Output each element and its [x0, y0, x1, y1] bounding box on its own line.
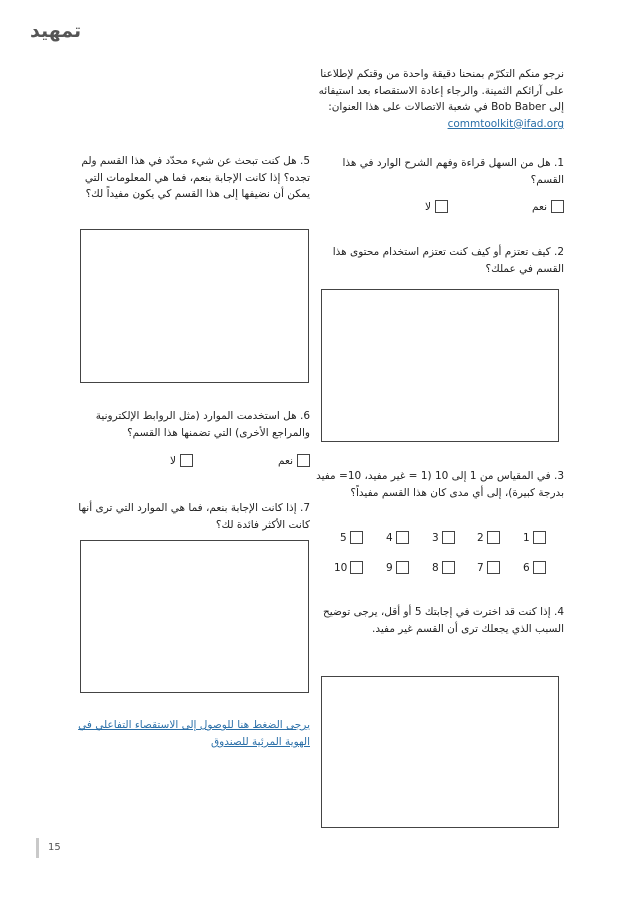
- page-title: تمهيد: [30, 20, 82, 42]
- scale-checkbox-8[interactable]: [442, 561, 455, 574]
- question-7: 7. إذا كانت الإجابة بنعم، فما هي الموارد التي ترى أنها كانت الأكثر فائدة لك؟: [78, 502, 310, 531]
- question-1: 1. هل من السهل قراءة وفهم الشرح الوارد في هذا القسم؟: [342, 157, 564, 186]
- question-6: 6. هل استخدمت الموارد (مثل الروابط الإلكترونية والمراجع الأخرى) التي تضمنها هذا القسم؟: [95, 410, 310, 439]
- scale-checkbox-4[interactable]: [396, 531, 409, 544]
- q1-no-checkbox[interactable]: [435, 200, 448, 213]
- scale-option-9[interactable]: [386, 561, 409, 574]
- q1-yes-checkbox[interactable]: [551, 200, 564, 213]
- scale-label-4: 4: [386, 531, 393, 544]
- intro-paragraph: [314, 66, 564, 132]
- q6-yes-label: نعم: [278, 454, 293, 467]
- contact-email-link[interactable]: commtoolkit@ifad.org: [447, 117, 564, 130]
- scale-option-2[interactable]: [477, 531, 500, 544]
- interactive-survey-link[interactable]: يرجى الضغط هنا للوصول إلى الاستقصاء التفاعلي في الهوية المرئية للصندوق: [78, 719, 310, 748]
- q1-no-label: لا: [425, 200, 431, 213]
- scale-label-7: 7: [477, 561, 484, 574]
- q1-no-option[interactable]: [425, 200, 448, 213]
- scale-option-1[interactable]: [523, 531, 546, 544]
- q6-yes-option[interactable]: [278, 454, 310, 467]
- scale-checkbox-2[interactable]: [487, 531, 500, 544]
- q5-answer-box[interactable]: [80, 229, 309, 383]
- scale-label-5: 5: [340, 531, 347, 544]
- q6-no-label: لا: [170, 454, 176, 467]
- scale-checkbox-3[interactable]: [442, 531, 455, 544]
- q1-yes-option[interactable]: [532, 200, 564, 213]
- scale-checkbox-10[interactable]: [350, 561, 363, 574]
- scale-label-6: 6: [523, 561, 530, 574]
- q6-no-checkbox[interactable]: [180, 454, 193, 467]
- question-2: 2. كيف تعتزم أو كيف كنت تعتزم استخدام محتوى هذا القسم في عملك؟: [332, 246, 564, 275]
- scale-label-10: 10: [334, 561, 348, 574]
- scale-option-3[interactable]: [432, 531, 455, 544]
- page-number-bar: [36, 838, 39, 858]
- scale-option-10[interactable]: [334, 561, 363, 574]
- q6-no-option[interactable]: [170, 454, 193, 467]
- q4-answer-box[interactable]: [321, 676, 559, 828]
- intro-text: نرجو منكم التكرّم بمنحنا دقيقة واحدة من وقتكم لإطلاعنا على آرائكم الثمينة. والرجاء إعادة الاستقصاء بعد استيفائه إلى Bob Baber في شعبة الاتصالات على هذا العنوان:: [318, 68, 564, 113]
- scale-label-9: 9: [386, 561, 393, 574]
- q6-yes-checkbox[interactable]: [297, 454, 310, 467]
- scale-checkbox-7[interactable]: [487, 561, 500, 574]
- scale-checkbox-5[interactable]: [350, 531, 363, 544]
- scale-option-7[interactable]: [477, 561, 500, 574]
- question-3: 3. في المقياس من 1 إلى 10 (1 = غير مفيد، 10= مفيد بدرجة كبيرة)، إلى أي مدى كان هذا القسم مفيداً؟: [316, 470, 564, 499]
- q7-answer-box[interactable]: [80, 540, 309, 693]
- scale-checkbox-6[interactable]: [533, 561, 546, 574]
- question-4: 4. إذا كنت قد اخترت في إجابتك 5 أو أقل، يرجى توضيح السبب الذي يجعلك ترى أن القسم غير مفيد.: [323, 606, 564, 635]
- q2-answer-box[interactable]: [321, 289, 559, 442]
- scale-checkbox-1[interactable]: [533, 531, 546, 544]
- question-5: 5. هل كنت تبحث عن شيء محدّد في هذا القسم ولم تجده؟ إذا كانت الإجابة بنعم، فما هي المعلومات التي يمكن أن نضيفها إلى هذا القسم كي يكون مفيداً لك؟: [81, 155, 310, 200]
- scale-checkbox-9[interactable]: [396, 561, 409, 574]
- page-number: 15: [48, 842, 61, 853]
- scale-label-3: 3: [432, 531, 439, 544]
- scale-option-6[interactable]: [523, 561, 546, 574]
- q1-yes-label: نعم: [532, 200, 547, 213]
- scale-option-4[interactable]: [386, 531, 409, 544]
- scale-label-2: 2: [477, 531, 484, 544]
- scale-option-5[interactable]: [340, 531, 363, 544]
- scale-option-8[interactable]: [432, 561, 455, 574]
- scale-label-8: 8: [432, 561, 439, 574]
- scale-label-1: 1: [523, 531, 530, 544]
